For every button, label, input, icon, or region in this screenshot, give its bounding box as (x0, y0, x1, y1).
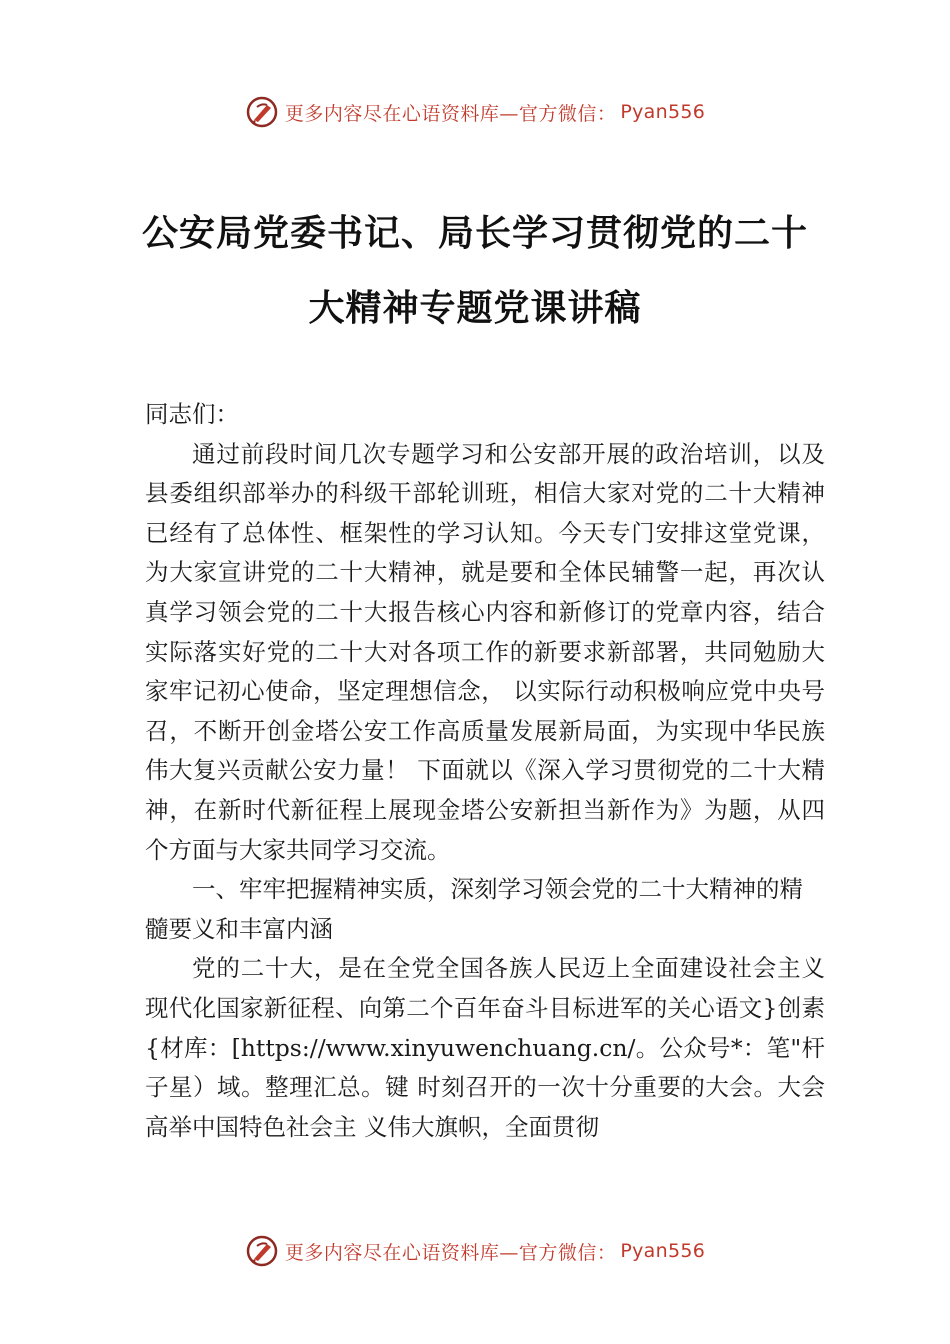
paragraph-section1: 党的二十大，是在全党全国各族人民迈上全面建设社会主义现代化国家新征程、向第二个百年奋斗目标进军的关心语文}创素{材库：[https://www.xinyuwenchuang.cn/。公众号*：笔"杆子星）域。整理汇总。键 时刻召开的一次十分重要的大会。大会高举中国特色社会主 义伟大旗帜，全面贯彻 (145, 954, 825, 1141)
watermark-footer (0, 1234, 950, 1268)
document-body (145, 395, 825, 1147)
paragraph-intro: 通过前段时间几次专题学习和公安部开展的政治培训，以及县委组织部举办的科级干部轮训班，相信大家对党的二十大精神已经有了总体性、框架性的学习认知。今天专门安排这堂党课，为大家宣讲党的二十大精神，就是要和全体民辅警一起，再次认真学习领会党的二十大报告核心内容和新修订的党章内容，结合实际落实好党的二十大对各项工作的新要求新部署，共同勉励大家牢记初心使命，坚定理想信念， 以实际行动积极响应党中央号召，不断开创金塔公安工作高质量发展新局面，为实现中华民族伟大复兴贡献公安力量！ 下面就以《深入学习贯彻党的二十大精神，在新时代新征程上展现金塔公安新担当新作为》为题，从四个方面与大家共同学习交流。 (145, 439, 825, 864)
pen-logo-icon (245, 1234, 279, 1268)
watermark-text: 更多内容尽在心语资料库—官方微信： (284, 1241, 617, 1264)
section-heading-1: 一、牢牢把握精神实质，深刻学习领会党的二十大精神的精髓要义和丰富内涵 (145, 875, 803, 943)
document-title-line2: 大精神专题党课讲稿 (308, 287, 642, 329)
document-title-line1: 公安局党委书记、局长学习贯彻党的二十 (141, 212, 808, 254)
watermark-wechat-id: Pyan556 (620, 101, 706, 123)
watermark-header (0, 95, 950, 129)
pen-logo-icon (245, 95, 279, 129)
salutation: 同志们： (145, 400, 239, 428)
watermark-wechat-id: Pyan556 (620, 1240, 706, 1262)
watermark-text: 更多内容尽在心语资料库—官方微信： (284, 102, 617, 125)
